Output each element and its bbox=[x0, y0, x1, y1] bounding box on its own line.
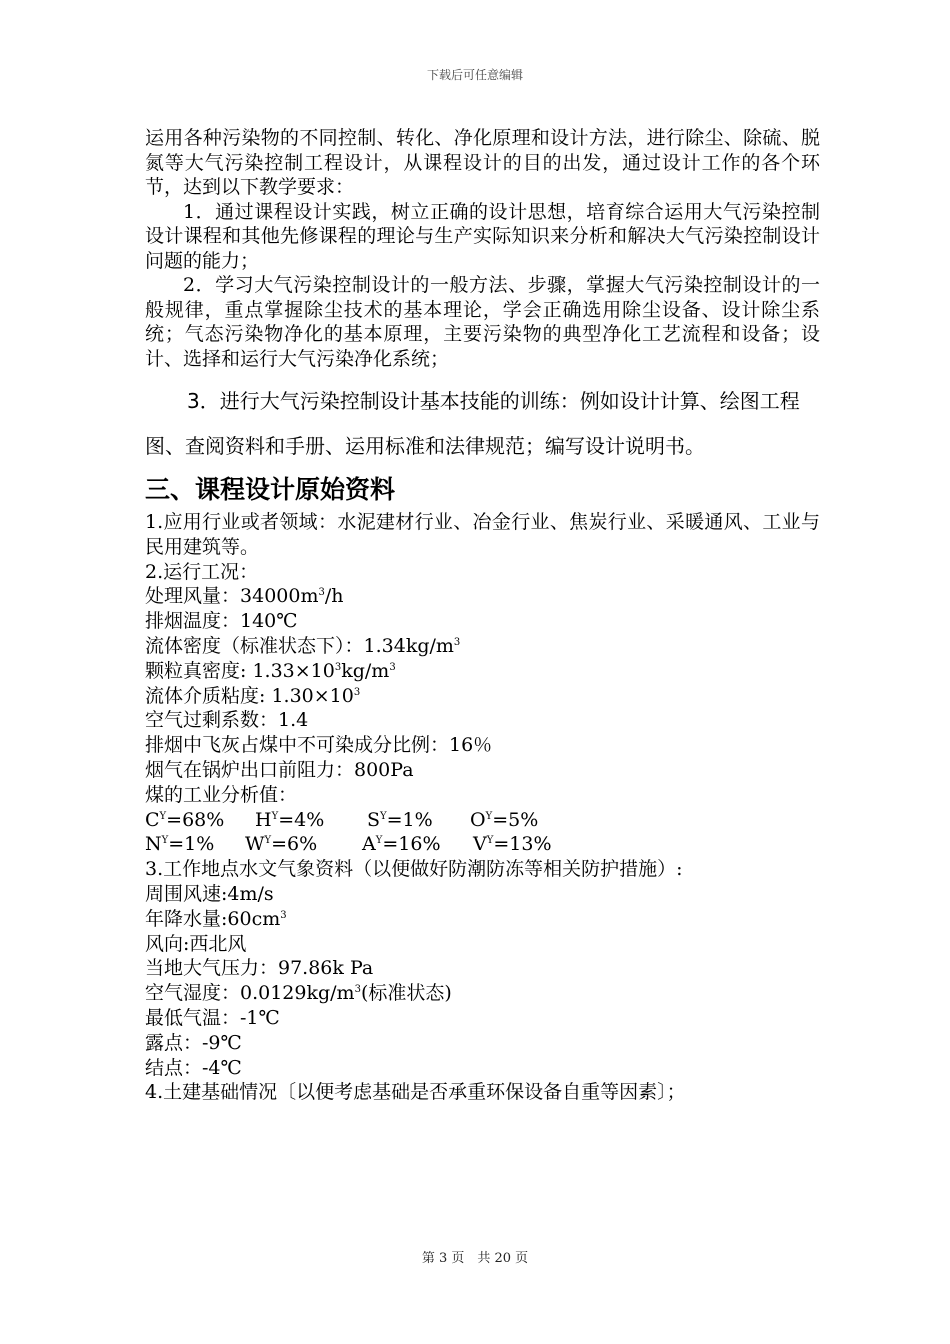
viscosity: 流体介质粘度: $1.30\times 10^3$ bbox=[145, 684, 361, 707]
fly-ash: 排烟中飞灰占煤中不可染成分比例：16％ bbox=[145, 734, 493, 757]
atmospheric-pressure: 当地大气压力：97.86k Pa bbox=[145, 957, 374, 980]
document-body bbox=[145, 126, 820, 1105]
coal-value: $V^Y=13\%$ bbox=[473, 833, 552, 856]
page-header: 下载后可任意编辑 bbox=[426, 68, 523, 82]
boiler-resistance: 烟气在锅炉出口前阻力：800Pa bbox=[145, 758, 414, 781]
wind-speed: 周围风速:4m/s bbox=[145, 882, 274, 905]
coal-row-1 bbox=[145, 808, 820, 833]
requirement-1: 1．通过课程设计实践，树立正确的设计思想，培育综合运用大气污染控制设计课程和其他先修课程的理论与生产实际知识来分析和解决大气污染控制设计问题的能力； bbox=[145, 200, 820, 272]
coal-value: $C^Y=68\%$ bbox=[145, 808, 225, 831]
rainfall: 年降水量$:60cm^3$ bbox=[145, 907, 287, 930]
coal-value: $N^Y=1\%$ bbox=[145, 833, 215, 856]
coal-value: $A^Y=16\%$ bbox=[362, 833, 441, 856]
coal-value: $O^Y=5\%$ bbox=[470, 808, 539, 831]
min-temperature: 最低气温：-1℃ bbox=[145, 1006, 280, 1029]
fluid-density: 流体密度（标准状态下）：$1.34kg/m^3$ bbox=[145, 634, 461, 657]
requirement-3: 3．进行大气污染控制设计基本技能的训练：例如设计计算、绘图工程图、查阅资料和手册、运用标准和法律规范；编写设计说明书。 bbox=[145, 389, 800, 458]
coal-value: $H^Y=4\%$ bbox=[255, 808, 325, 831]
intro-paragraph: 运用各种污染物的不同控制、转化、净化原理和设计方法，进行除尘、除硫、脱氮等大气污染控制工程设计，从课程设计的目的出发，通过设计工作的各个环节，达到以下教学要求： bbox=[145, 127, 820, 198]
coal-value: $W^Y=6\%$ bbox=[245, 833, 318, 856]
particle-density: 颗粒真密度: $1.33\times 10^3kg/m^3$ bbox=[145, 659, 396, 682]
humidity: 空气湿度：$0.0129kg/m^3$(标准状态) bbox=[145, 982, 452, 1005]
coal-row-2 bbox=[145, 832, 820, 857]
excess-air: 空气过剩系数：1.4 bbox=[145, 709, 309, 732]
exhaust-temperature: 排烟温度：140℃ bbox=[145, 610, 298, 633]
item-1-industry: 1.应用行业或者领域：水泥建材行业、冶金行业、焦炭行业、采暖通风、工业与民用建筑等。 bbox=[145, 511, 820, 558]
raw-data-list bbox=[145, 510, 820, 1105]
coal-analysis-title: 煤的工业分析值： bbox=[145, 783, 298, 806]
item-2-conditions: 2.运行工况： bbox=[145, 560, 259, 583]
item-3-weather: 3.工作地点水文气象资料（以便做好防潮防冻等相关防护措施）: bbox=[145, 858, 683, 881]
page-footer: 第 3 页 共 20 页 bbox=[421, 1251, 529, 1266]
requirement-2: 2．学习大气污染控制设计的一般方法、步骤，掌握大气污染控制设计的一般规律，重点掌握除尘技术的基本理论，学会正确选用除尘设备、设计除尘系统；气态污染物净化的基本原理，主要污染物的典型净化工艺流程和设备；设计、选择和运行大气污染净化系统； bbox=[145, 274, 820, 370]
wind-direction: 风向:西北风 bbox=[145, 932, 247, 955]
air-volume: 处理风量：$34000m^3/h$ bbox=[145, 585, 344, 608]
freeze-point: 结点：-4℃ bbox=[145, 1056, 242, 1079]
item-4-foundation: 4.土建基础情况〔以便考虑基础是否承重环保设备自重等因素〕； bbox=[145, 1081, 686, 1104]
dew-point: 露点：-9℃ bbox=[145, 1031, 242, 1054]
section-title: 三、课程设计原始资料 bbox=[145, 475, 396, 504]
coal-value: $S^Y=1\%$ bbox=[367, 808, 433, 831]
